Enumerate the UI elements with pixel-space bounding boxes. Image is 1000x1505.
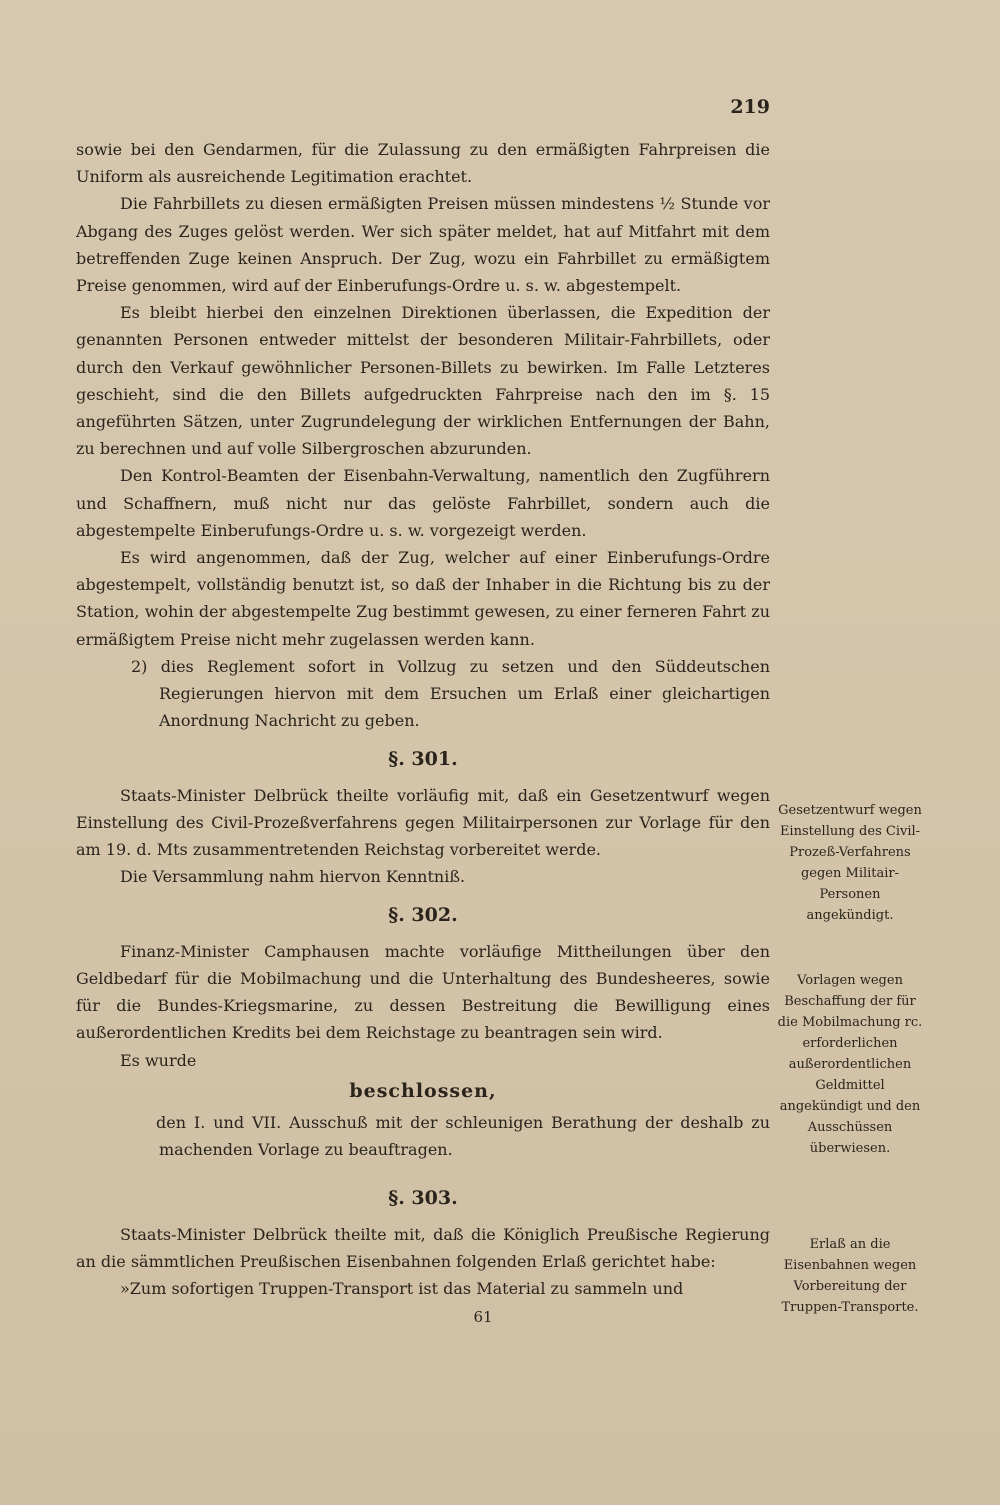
margin-note-301: Gesetzentwurf wegen Einstellung des Civil-Prozeß-Verfahrens gegen Militair-Personen angekündigt. <box>778 803 922 923</box>
paragraph: Es bleibt hierbei den einzelnen Direktionen überlassen, die Expedition der genannten Personen entweder mittelst der besonderen Militair-Fahrbillets, oder durch den Verkauf gewöhnlicher Personen-Billets zu bewirken. Im Falle Letzteres geschieht, sind die den Billets aufgedruckten Fahrpreise nach den im §. 15 angeführten Sätzen, unter Zugrundelegung der wirklichen Entfernungen der Bahn, zu berechnen und auf volle Silbergroschen abzurunden. <box>76 303 770 459</box>
signature-mark: 61 <box>473 1308 493 1327</box>
paragraph: Es wird angenommen, daß der Zug, welcher auf einer Einberufungs-Ordre abgestempelt, vollständig benutzt ist, so daß der Inhaber in die Richtung bis zu der Station, wohin der abgestempelte Zug bestimmt gewesen, zu einer ferneren Fahrt zu ermäßigtem Preise nicht mehr zugelassen werden kann. <box>76 548 770 649</box>
paragraph: Es wurde <box>120 1050 197 1070</box>
paragraph: Finanz-Minister Camphausen machte vorläufige Mittheilungen über den Geldbedarf für die Mobilmachung und die Unterhaltung des Bundesheeres, sowie für die Bundes-Kriegsmarine, zu dessen Bestreitung die Bewilligung eines außerordentlichen Kredits bei dem Reichstage zu beantragen sein wird. <box>76 941 770 1043</box>
decision-paragraph: den I. und VII. Ausschuß mit der schleunigen Berathung der deshalb zu machenden Vorlage zu beauftragen. <box>156 1112 770 1160</box>
numbered-paragraph: 2) dies Reglement sofort in Vollzug zu setzen und den Süddeutschen Regierungen hiervon mit dem Ersuchen um Erlaß einer gleichartigen Anordnung Nachricht zu geben. <box>131 656 770 731</box>
section-heading-301: §. 301. <box>388 748 458 771</box>
body-text <box>76 136 770 1331</box>
section-heading-302: §. 302. <box>388 904 458 927</box>
margin-note-303: Erlaß an die Eisenbahnen wegen Vorbereitung der Truppen-Transporte. <box>781 1237 919 1315</box>
paragraph: Staats-Minister Delbrück theilte mit, daß die Königlich Preußische Regierung an die sämmtlichen Preußischen Eisenbahnen folgenden Erlaß gerichtet habe: <box>76 1224 770 1271</box>
page-number: 219 <box>730 96 770 118</box>
paragraph: Die Versammlung nahm hiervon Kenntniß. <box>120 867 466 887</box>
resolution-word: beschlossen, <box>349 1079 497 1102</box>
paragraph: Die Fahrbillets zu diesen ermäßigten Preisen müssen mindestens ½ Stunde vor Abgang des Zuges gelöst werden. Wer sich später meldet, hat auf Mitfahrt mit dem betreffenden Zuge keinen Anspruch. Der Zug, wozu ein Fahrbillet zu ermäßigtem Preise genommen, wird auf der Einberufungs-Ordre u. s. w. abgestempelt. <box>76 194 770 296</box>
paragraph: »Zum sofortigen Truppen-Transport ist das Material zu sammeln und <box>120 1278 684 1298</box>
paragraph: Den Kontrol-Beamten der Eisenbahn-Verwaltung, namentlich den Zugführern und Schaffnern, muß nicht nur das gelöste Fahrbillet, sondern auch die abgestempelte Einberufungs-Ordre u. s. w. vorgezeigt werden. <box>76 466 770 540</box>
paragraph: Staats-Minister Delbrück theilte vorläufig mit, daß ein Gesetzentwurf wegen Einstellung des Civil-Prozeßverfahrens gegen Militairpersonen zur Vorlage für den am 19. d. Mts zusammentretenden Reichstag vorbereitet werde. <box>76 785 770 860</box>
section-heading-303: §. 303. <box>388 1187 458 1210</box>
paragraph: sowie bei den Gendarmen, für die Zulassung zu den ermäßigten Fahrpreisen die Uniform als ausreichende Legitimation erachtet. <box>76 140 770 187</box>
margin-note-302: Vorlagen wegen Beschaffung der für die Mobilmachung rc. erforderlichen außerordentlichen Geldmittel angekündigt und den Ausschüssen überwiesen. <box>777 973 923 1156</box>
